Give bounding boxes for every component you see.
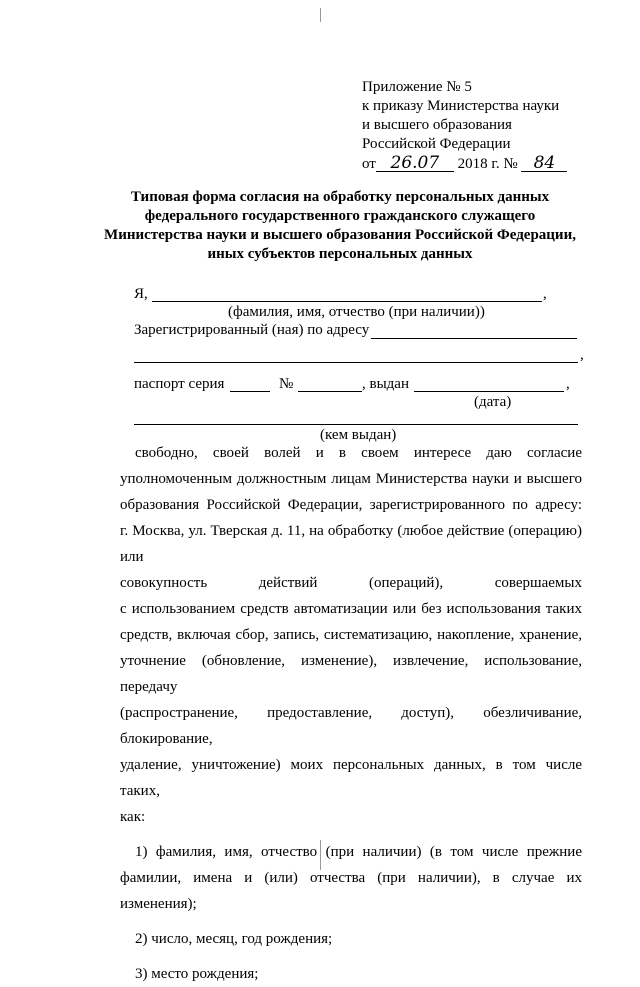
body-line: уточнение (обновление, изменение), извлечение, использование, передачу: [120, 653, 582, 695]
date-caption: (дата): [474, 394, 512, 410]
annex-line: и высшего образования: [362, 117, 512, 133]
annex-year: 2018 г. №: [457, 156, 518, 172]
annex-from: от: [362, 156, 376, 172]
comma: ,: [580, 347, 584, 363]
number-sign: №: [279, 376, 294, 392]
passport-series-label: паспорт серия: [134, 376, 225, 392]
fio-field[interactable]: [152, 301, 542, 302]
issued-by-caption: (кем выдан): [320, 427, 397, 443]
body-line: уполномоченным должностным лицам Министерства науки и высшего: [120, 471, 582, 487]
document-title: [80, 188, 600, 264]
issued-by-field[interactable]: [134, 424, 578, 425]
fio-caption: (фамилия, имя, отчество (при наличии)): [228, 304, 485, 320]
address-field-line2[interactable]: [134, 362, 578, 363]
passport-number-field[interactable]: [298, 391, 362, 392]
comma: ,: [543, 286, 547, 302]
annex-line: к приказу Министерства науки: [362, 98, 560, 114]
body-line: как:: [120, 809, 146, 825]
body-line: образования Российской Федерации, зарегистрированного по адресу:: [120, 497, 582, 513]
annex-number-field: 84: [521, 154, 567, 172]
issue-date-field[interactable]: [414, 391, 564, 392]
registered-label: Зарегистрированный (ная) по адресу: [134, 322, 370, 338]
address-field[interactable]: [371, 338, 577, 339]
issued-label: , выдан: [362, 376, 409, 392]
scan-mark: [320, 8, 321, 22]
body-line: (распространение, предоставление, доступ), обезличивание, блокирование,: [120, 705, 582, 747]
title-line: иных субъектов персональных данных: [207, 246, 473, 262]
comma: ,: [566, 376, 570, 392]
body-line: удаление, уничтожение) моих персональных данных, в том числе таких,: [120, 757, 582, 799]
body-line: с использованием средств автоматизации или без использования таких: [120, 601, 582, 617]
list-item: фамилии, имена и (или) отчества (при наличии), в случае их изменения);: [120, 870, 582, 912]
annex-date-field: 26.07: [376, 154, 454, 172]
annex-line: Российской Федерации: [362, 136, 511, 152]
annex-date-line: [362, 154, 567, 174]
i-label: Я,: [134, 286, 148, 302]
annex-header: [362, 78, 567, 174]
title-line: Министерства науки и высшего образования Российской Федерации,: [104, 227, 576, 243]
body-line: свободно, своей волей и в своем интересе даю согласие: [135, 445, 582, 461]
list-item: 3) место рождения;: [135, 966, 259, 982]
list-item: 2) число, месяц, год рождения;: [135, 931, 333, 947]
body-line: г. Москва, ул. Тверская д. 11, на обработку (любое действие (операцию) или: [120, 523, 582, 565]
body-line: совокупность действий (операций), совершаемых: [120, 575, 582, 591]
body-line: средств, включая сбор, запись, систематизацию, накопление, хранение,: [120, 627, 582, 643]
title-line: федерального государственного гражданского служащего: [144, 208, 536, 224]
annex-line: Приложение № 5: [362, 79, 472, 95]
passport-series-field[interactable]: [230, 391, 270, 392]
title-line: Типовая форма согласия на обработку персональных данных: [130, 189, 550, 205]
list-item: 1) фамилия, имя, отчество (при наличии) (в том числе прежние: [135, 844, 582, 860]
